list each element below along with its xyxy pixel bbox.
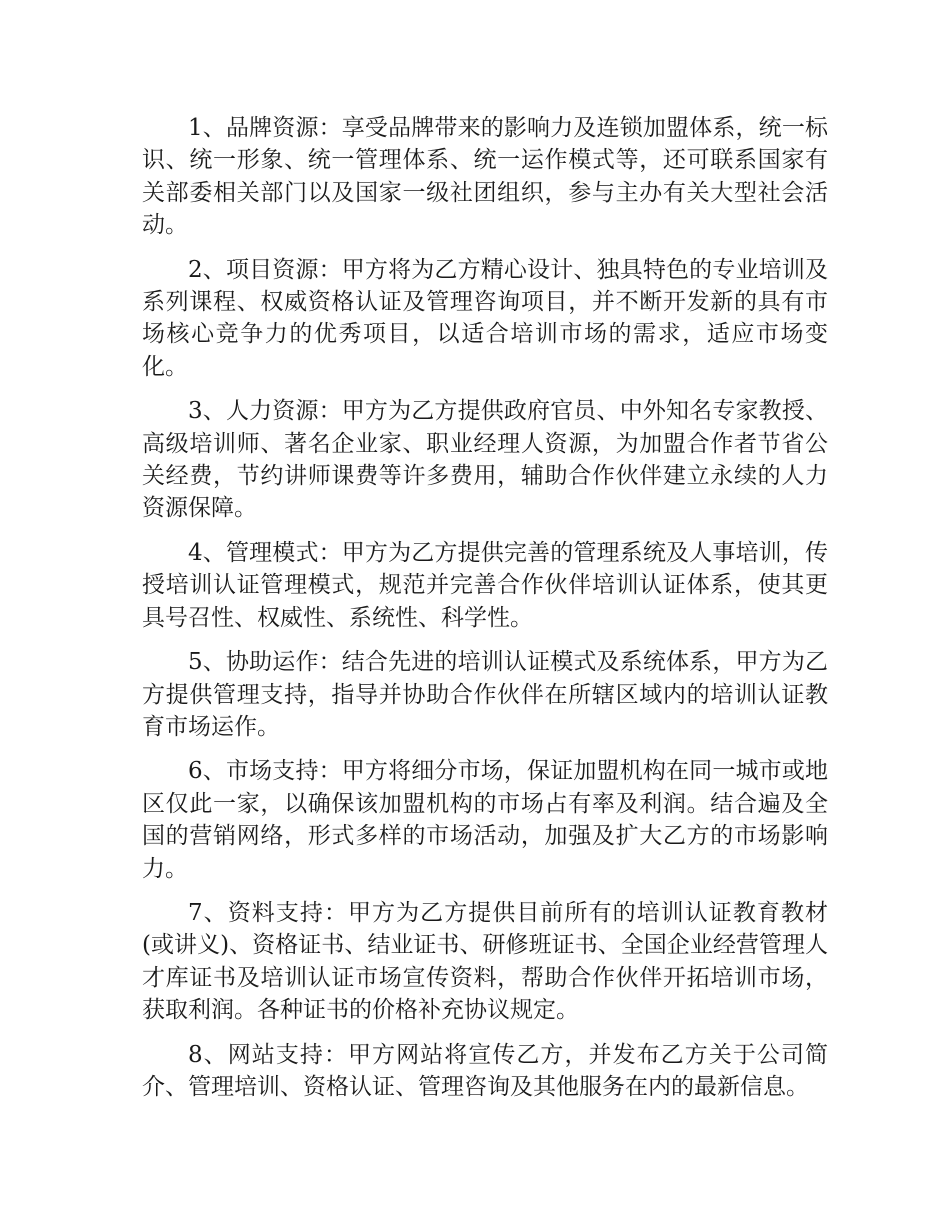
- paragraph-project-resources: 2、项目资源：甲方将为乙方精心设计、独具特色的专业培训及系列课程、权威资格认证及管理咨询项目，并不断开发新的具有市场核心竞争力的优秀项目，以适合培训市场的需求，适应市场变化。: [142, 256, 828, 380]
- paragraph-human-resources: 3、人力资源：甲方为乙方提供政府官员、中外知名专家教授、高级培训师、著名企业家、职业经理人资源，为加盟合作者节省公关经费，节约讲师课费等许多费用，辅助合作伙伴建立永续的人力资源保障。: [142, 398, 828, 522]
- paragraph-operation-assistance: 5、协助运作：结合先进的培训认证模式及系统体系，甲方为乙方提供管理支持，指导并协助合作伙伴在所辖区域内的培训认证教育市场运作。: [142, 649, 828, 740]
- paragraph-brand-resources: 1、品牌资源：享受品牌带来的影响力及连锁加盟体系，统一标识、统一形象、统一管理体系、统一运作模式等，还可联系国家有关部委相关部门以及国家一级社团组织，参与主办有关大型社会活动。: [142, 115, 828, 239]
- paragraph-management-model: 4、管理模式：甲方为乙方提供完善的管理系统及人事培训，传授培训认证管理模式，规范并完善合作伙伴培训认证体系，使其更具号召性、权威性、系统性、科学性。: [142, 539, 828, 631]
- paragraph-market-support: 6、市场支持：甲方将细分市场，保证加盟机构在同一城市或地区仅此一家，以确保该加盟机构的市场占有率及利润。结合遍及全国的营销网络，形式多样的市场活动，加强及扩大乙方的市场影响力。: [142, 758, 828, 882]
- paragraph-website-support: 8、网站支持：甲方网站将宣传乙方，并发布乙方关于公司简介、管理培训、资格认证、管理咨询及其他服务在内的最新信息。: [142, 1041, 828, 1100]
- document-body: [142, 112, 828, 1115]
- paragraph-materials-support: 7、资料支持：甲方为乙方提供目前所有的培训认证教育教材(或讲义)、资格证书、结业证书、研修班证书、全国企业经营管理人才库证书及培训认证市场宣传资料，帮助合作伙伴开拓培训市场，获取利润。各种证书的价格补充协议规定。: [142, 899, 828, 1024]
